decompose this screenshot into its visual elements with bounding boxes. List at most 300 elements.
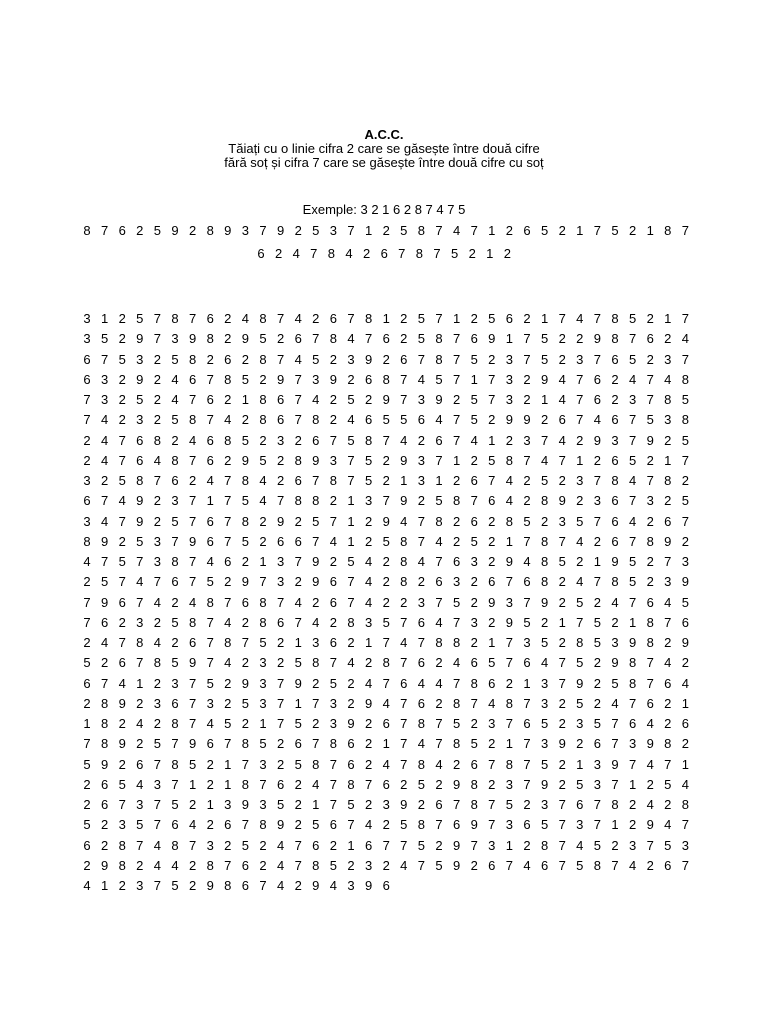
digit: 2	[241, 554, 249, 569]
digit: 2	[611, 392, 619, 407]
digit: 2	[593, 533, 601, 549]
digit: 7	[540, 432, 549, 448]
digit: 4	[435, 533, 443, 549]
digit: 7	[435, 716, 443, 731]
digit: 7	[276, 351, 285, 367]
digit: 7	[505, 716, 513, 731]
digit: 5	[435, 493, 443, 509]
grid-row	[0, 574, 768, 590]
digit: 8	[224, 635, 232, 650]
digit: 3	[206, 837, 214, 853]
digit: 5	[417, 331, 425, 347]
digit: 7	[681, 857, 689, 873]
digit: 2	[329, 392, 337, 407]
digit: 6	[118, 594, 126, 610]
digit: 7	[628, 594, 637, 610]
digit: 6	[276, 412, 285, 428]
digit: 4	[100, 513, 109, 529]
digit: 2	[505, 223, 513, 238]
digit: 7	[558, 533, 566, 549]
digit: 6	[611, 513, 619, 529]
digit: 7	[576, 412, 584, 428]
digit: 5	[593, 716, 601, 731]
digit: 2	[576, 736, 584, 752]
digit: 6	[347, 736, 355, 752]
digit: 7	[558, 837, 566, 853]
digit: 4	[188, 817, 197, 833]
digit: 6	[241, 594, 249, 610]
digit: 7	[505, 857, 513, 873]
digit: 4	[681, 776, 689, 792]
digit: 9	[558, 493, 566, 509]
digit: 4	[100, 635, 109, 650]
digit: 5	[593, 635, 601, 650]
digit: 6	[558, 412, 566, 428]
digit: 7	[452, 412, 461, 428]
digit: 7	[398, 246, 406, 261]
grid-row	[0, 453, 768, 469]
digit: 6	[329, 635, 337, 650]
digit: 8	[118, 857, 126, 873]
digit: 7	[628, 432, 637, 448]
digit: 8	[646, 533, 654, 549]
digit: 7	[382, 432, 390, 448]
digit: 7	[312, 736, 320, 752]
digit: 7	[241, 756, 249, 772]
digit: 2	[470, 716, 478, 731]
digit: 7	[347, 311, 355, 326]
digit: 5	[347, 392, 355, 407]
digit: 5	[540, 223, 549, 238]
digit: 7	[488, 756, 496, 772]
digit: 6	[435, 797, 443, 812]
digit: 1	[347, 533, 355, 549]
digit: 2	[400, 331, 408, 347]
digit: 7	[188, 716, 197, 731]
digit: 6	[646, 594, 654, 610]
digit: 6	[329, 594, 337, 610]
digit: 7	[276, 493, 285, 509]
digit: 7	[206, 614, 214, 630]
digit: 9	[118, 695, 126, 711]
digit: 7	[400, 371, 408, 387]
digit: 2	[452, 533, 461, 549]
digit: 5	[664, 837, 672, 853]
digit: 2	[153, 392, 161, 407]
digit: 5	[382, 614, 390, 630]
digit: 3	[576, 817, 584, 833]
digit: 7	[400, 736, 408, 752]
digit: 3	[540, 675, 549, 691]
digit: 4	[329, 533, 337, 549]
digit: 6	[470, 756, 478, 772]
digit: 7	[294, 614, 302, 630]
digit: 8	[593, 857, 601, 873]
digit: 6	[241, 878, 249, 893]
digit: 1	[136, 675, 144, 691]
digit: 7	[523, 776, 531, 792]
digit: 3	[540, 695, 549, 711]
digit: 2	[312, 311, 320, 326]
grid-row	[0, 878, 768, 894]
digit: 6	[257, 246, 265, 261]
digit: 3	[83, 473, 91, 488]
digit: 2	[593, 594, 601, 610]
digit: 5	[576, 776, 584, 792]
digit: 7	[681, 223, 689, 238]
digit: 2	[276, 756, 285, 772]
digit: 1	[558, 614, 566, 630]
digit: 2	[470, 311, 478, 326]
digit: 4	[452, 223, 461, 238]
digit: 2	[136, 857, 144, 873]
digit: 4	[364, 817, 373, 833]
digit: 7	[593, 574, 601, 590]
digit: 2	[470, 857, 478, 873]
digit: 7	[452, 351, 461, 367]
digit: 8	[241, 473, 249, 488]
digit: 6	[364, 412, 373, 428]
digit: 1	[206, 797, 214, 812]
digit: 8	[171, 311, 179, 326]
digit: 7	[171, 533, 179, 549]
digit: 2	[347, 675, 355, 691]
digit: 2	[329, 412, 337, 428]
digit: 9	[540, 371, 549, 387]
digit: 2	[329, 351, 337, 367]
digit: 5	[259, 635, 267, 650]
digit: 8	[100, 736, 109, 752]
digit: 7	[400, 756, 408, 772]
digit: 8	[540, 837, 549, 853]
digit: 4	[593, 412, 601, 428]
digit: 9	[470, 817, 478, 833]
digit: 3	[540, 736, 549, 752]
digit: 7	[611, 857, 619, 873]
digit: 6	[224, 817, 232, 833]
digit: 7	[188, 675, 197, 691]
digit: 7	[100, 223, 109, 238]
digit: 2	[664, 635, 672, 650]
digit: 5	[312, 817, 320, 833]
digit: 5	[276, 797, 285, 812]
grid-row	[0, 777, 768, 793]
digit: 2	[382, 594, 390, 610]
digit: 8	[505, 513, 513, 529]
digit: 4	[153, 635, 161, 650]
digit: 2	[681, 736, 689, 752]
digit: 7	[593, 473, 601, 488]
digit: 6	[312, 432, 320, 448]
digit: 6	[400, 675, 408, 691]
digit: 5	[523, 513, 531, 529]
digit: 2	[593, 655, 601, 671]
digit: 4	[435, 675, 443, 691]
digit: 4	[417, 736, 425, 752]
digit: 5	[628, 351, 637, 367]
digit: 6	[100, 797, 109, 812]
digit: 5	[153, 223, 161, 238]
digit: 1	[486, 246, 494, 261]
digit: 5	[470, 412, 478, 428]
digit: 8	[470, 675, 478, 691]
digit: 8	[681, 797, 689, 812]
digit: 8	[259, 594, 267, 610]
digit: 7	[417, 513, 425, 529]
digit: 8	[664, 392, 672, 407]
digit: 6	[646, 695, 654, 711]
digit: 5	[171, 614, 179, 630]
digit: 2	[452, 513, 461, 529]
digit: 2	[118, 878, 126, 893]
digit: 7	[100, 493, 109, 509]
digit: 7	[593, 223, 601, 238]
digit: 2	[664, 493, 672, 509]
digit: 2	[488, 412, 496, 428]
digit: 4	[382, 756, 390, 772]
digit: 9	[136, 493, 144, 509]
digit: 4	[224, 412, 232, 428]
digit: 9	[646, 736, 654, 752]
digit: 2	[241, 655, 249, 671]
digit: 2	[364, 533, 373, 549]
digit: 1	[83, 716, 91, 731]
digit: 3	[593, 776, 601, 792]
digit: 5	[470, 351, 478, 367]
digit: 2	[646, 452, 654, 468]
digit: 7	[294, 412, 302, 428]
digit: 6	[118, 655, 126, 671]
digit: 2	[329, 554, 337, 569]
instruction-line-1: Tăiați cu o linie cifra 2 care se găsește între două cifre	[228, 141, 540, 156]
grid-row	[0, 412, 768, 428]
digit: 5	[294, 716, 302, 731]
digit: 7	[382, 675, 390, 691]
digit: 9	[276, 513, 285, 529]
digit: 6	[681, 716, 689, 731]
digit: 1	[505, 837, 513, 853]
digit: 1	[488, 223, 496, 238]
digit: 2	[382, 351, 390, 367]
digit: 2	[224, 675, 232, 691]
digit: 7	[206, 371, 214, 387]
digit: 1	[540, 392, 549, 407]
digit: 9	[628, 635, 637, 650]
digit: 4	[100, 412, 109, 428]
digit: 3	[100, 392, 109, 407]
digit: 7	[646, 655, 654, 671]
digit: 8	[188, 614, 197, 630]
digit: 2	[100, 817, 109, 833]
digit: 5	[435, 857, 443, 873]
digit: 5	[450, 246, 459, 261]
digit: 5	[488, 452, 496, 468]
digit: 4	[188, 432, 197, 448]
digit: 5	[576, 513, 584, 529]
digit: 9	[382, 513, 390, 529]
digit: 3	[681, 554, 689, 569]
digit: 2	[188, 878, 197, 893]
digit: 4	[681, 331, 689, 347]
digit: 3	[417, 594, 425, 610]
digit: 5	[241, 533, 249, 549]
digit: 8	[400, 554, 408, 569]
digit: 4	[558, 432, 566, 448]
digit: 9	[540, 594, 549, 610]
digit: 9	[100, 857, 109, 873]
digit: 8	[540, 554, 549, 569]
digit: 8	[171, 554, 179, 569]
digit: 9	[171, 223, 179, 238]
digit: 5	[593, 614, 601, 630]
digit: 2	[224, 574, 232, 590]
digit: 2	[364, 736, 373, 752]
digit: 6	[206, 452, 214, 468]
digit: 6	[400, 351, 408, 367]
digit: 9	[400, 452, 408, 468]
digit: 2	[206, 756, 214, 772]
grid-row	[0, 554, 768, 570]
digit: 5	[224, 716, 232, 731]
digit: 5	[540, 817, 549, 833]
examples-line-3	[0, 246, 768, 262]
digit: 4	[206, 473, 214, 488]
digit: 7	[347, 817, 355, 833]
digit: 7	[118, 574, 126, 590]
digit: 6	[171, 695, 179, 711]
digit: 9	[364, 878, 373, 893]
digit: 3	[83, 311, 91, 326]
digit: 2	[83, 432, 91, 448]
digit: 4	[276, 857, 285, 873]
digit: 7	[558, 675, 566, 691]
digit: 7	[681, 452, 689, 468]
digit: 1	[364, 635, 373, 650]
digit: 8	[470, 776, 478, 792]
digit: 7	[593, 311, 601, 326]
digit: 7	[681, 351, 689, 367]
digit: 7	[628, 533, 637, 549]
digit: 4	[523, 857, 531, 873]
digit: 7	[523, 736, 531, 752]
digit: 7	[646, 675, 654, 691]
digit: 8	[100, 716, 109, 731]
digit: 8	[576, 635, 584, 650]
digit: 5	[523, 614, 531, 630]
digit: 4	[558, 371, 566, 387]
digit: 6	[188, 371, 197, 387]
digit: 3	[452, 574, 461, 590]
digit: 3	[382, 797, 390, 812]
digit: 1	[382, 736, 390, 752]
digit: 6	[312, 837, 320, 853]
digit: 4	[646, 797, 654, 812]
digit: 3	[153, 554, 161, 569]
digit: 9	[664, 533, 672, 549]
digit: 7	[259, 223, 267, 238]
digit: 4	[83, 878, 91, 893]
digit: 7	[505, 574, 513, 590]
digit: 3	[241, 223, 249, 238]
digit: 2	[276, 655, 285, 671]
digit: 2	[646, 554, 654, 569]
digit: 2	[153, 493, 161, 509]
digit: 9	[558, 736, 566, 752]
digit: 5	[100, 574, 109, 590]
digit: 3	[628, 736, 637, 752]
digit: 2	[274, 246, 283, 261]
digit: 4	[118, 675, 126, 691]
digit: 7	[276, 311, 285, 326]
digit: 4	[628, 513, 637, 529]
digit: 2	[294, 432, 302, 448]
digit: 2	[611, 371, 619, 387]
digit: 2	[646, 574, 654, 590]
digit: 3	[329, 716, 337, 731]
digit: 4	[435, 756, 443, 772]
digit: 7	[153, 756, 161, 772]
digit: 8	[452, 736, 461, 752]
digit: 6	[206, 736, 214, 752]
digit: 7	[347, 452, 355, 468]
digit: 2	[312, 675, 320, 691]
digit: 7	[664, 756, 672, 772]
digit: 2	[558, 223, 566, 238]
digit: 5	[628, 452, 637, 468]
digit: 1	[611, 817, 619, 833]
digit: 7	[312, 695, 320, 711]
digit: 9	[452, 857, 461, 873]
digit: 8	[136, 635, 144, 650]
digit: 5	[540, 351, 549, 367]
digit: 7	[523, 331, 531, 347]
digit: 8	[611, 473, 619, 488]
digit: 6	[417, 412, 425, 428]
digit: 7	[664, 554, 672, 569]
digit: 4	[364, 574, 373, 590]
digit: 8	[224, 371, 232, 387]
digit: 3	[276, 554, 285, 569]
digit: 2	[347, 635, 355, 650]
grid-row	[0, 392, 768, 408]
digit: 6	[83, 351, 91, 367]
digit: 7	[646, 473, 654, 488]
digit: 5	[206, 675, 214, 691]
digit: 5	[628, 554, 637, 569]
digit: 4	[312, 776, 320, 792]
grid-row	[0, 858, 768, 874]
digit: 5	[136, 311, 144, 326]
digit: 7	[576, 614, 584, 630]
digit: 2	[488, 513, 496, 529]
digit: 6	[329, 574, 337, 590]
digit: 7	[681, 817, 689, 833]
digit: 6	[470, 473, 478, 488]
digit: 2	[523, 392, 531, 407]
digit: 6	[136, 452, 144, 468]
digit: 2	[468, 246, 476, 261]
digit: 2	[646, 857, 654, 873]
digit: 3	[576, 473, 584, 488]
digit: 5	[259, 452, 267, 468]
digit: 4	[523, 554, 531, 569]
digit: 7	[433, 246, 441, 261]
examples-line-2	[0, 223, 768, 239]
digit: 7	[153, 574, 161, 590]
digit: 7	[488, 797, 496, 812]
digit: 2	[294, 513, 302, 529]
digit: 2	[681, 533, 689, 549]
